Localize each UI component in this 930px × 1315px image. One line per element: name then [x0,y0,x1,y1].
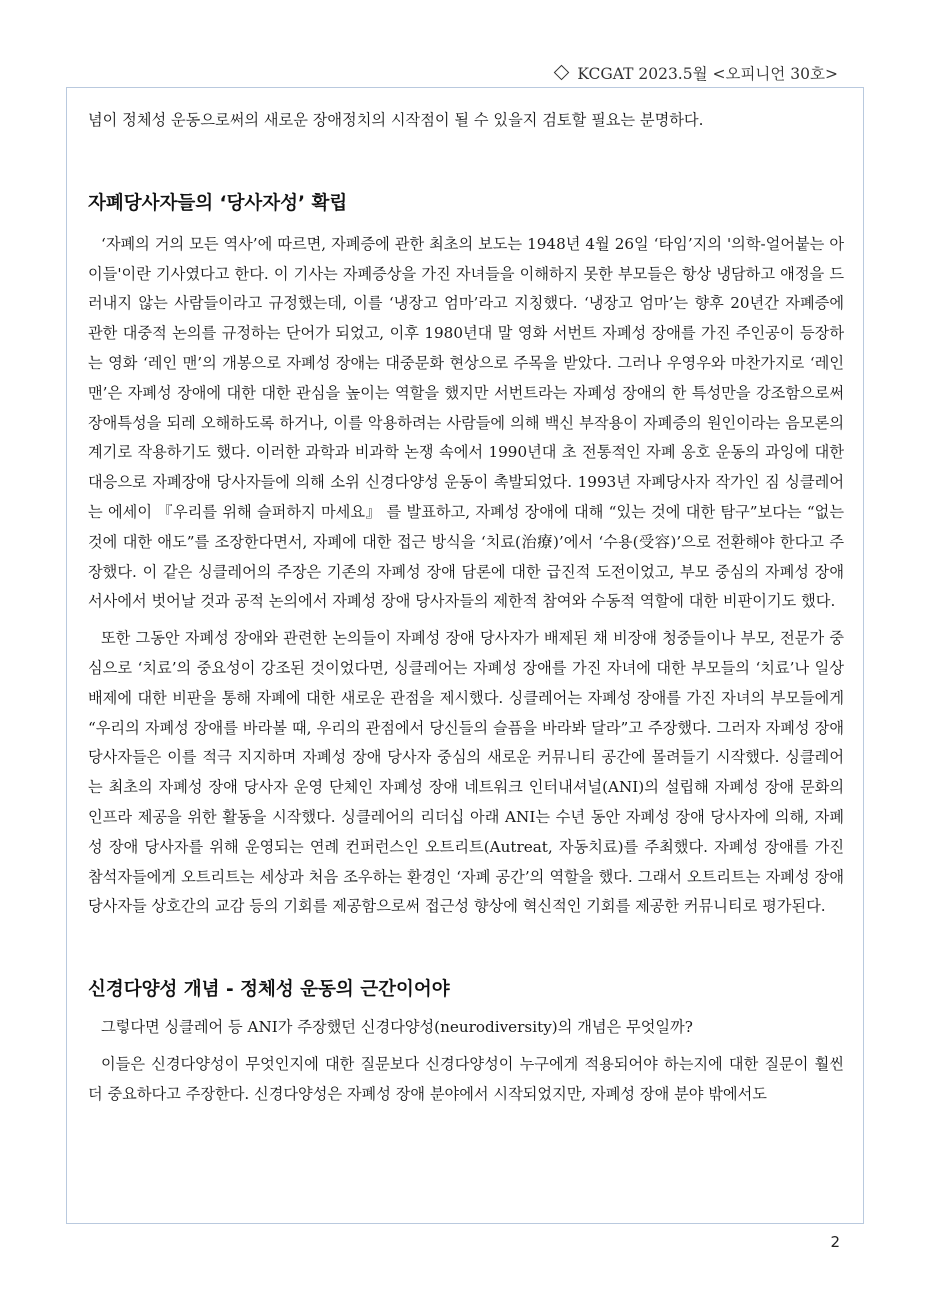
section-heading-self-advocacy: 자폐당사자들의 ‘당사자성’ 확립 [88,192,348,214]
diamond-icon [554,64,570,80]
paragraph: 또한 그동안 자폐성 장애와 관련한 논의들이 자폐성 장애 당사자가 배제된 채 비장애 청중들이나 부모, 전문가 중심으로 ‘치료’의 중요성이 강조된 것이었다면, 싱클레어는 자폐성 장애를 가진 자녀에 대한 부모들의 ‘치료’나 일상 배제에 대한 비판을 통해 자폐에 대한 새로운 관점을 제시했다. 싱클레어는 자폐성 장애를 가진 자녀의 부모들에게 “우리의 자폐성 장애를 바라볼 때, 우리의 관점에서 당신들의 슬픔을 바라봐 달라”고 주장했다. 그러자 자폐성 장애 당사자들은 이를 적극 지지하며 자폐성 장애 당사자 중심의 새로운 커뮤니티 공간에 몰려들기 시작했다. 싱클레어는 최초의 자폐성 장애 당사자 운영 단체인 자폐성 장애 네트워크 인터내셔널(ANI)의 설립해 자폐성 장애 문화의 인프라 제공을 위한 활동을 시작했다. 싱클레어의 리더십 아래 ANI는 수년 동안 자폐성 장애 당사자에 의해, 자폐성 장애 당사자를 위해 운영되는 연례 컨퍼런스인 오트리트(Autreat, 자동치료)를 주최했다. 자폐성 장애를 가진 참석자들에게 오트리트는 세상과 처음 조우하는 환경인 ‘자폐 공간’의 역할을 했다. 그래서 오트리트는 자폐성 장애 당사자들 상호간의 교감 등의 기회를 제공함으로써 접근성 향상에 혁신적인 기회를 제공한 커뮤니티로 평가된다. [88,629,844,916]
header-text: KCGAT 2023.5월 <오피니언 30호> [577,65,838,83]
page-number: 2 [830,1233,840,1251]
intro-line: 념이 정체성 운동으로써의 새로운 장애정치의 시작점이 될 수 있을지 검토할 필요는 분명하다. [88,111,704,129]
page-header [556,62,838,84]
article-body [88,106,844,1110]
paragraph: ‘자폐의 거의 모든 역사’에 따르면, 자폐증에 관한 최초의 보도는 1948년 4월 26일 ‘타임’지의 '의학-얼어붙는 아이들'이란 기사였다고 한다. 이 기사는 자폐증상을 가진 자녀들을 이해하지 못한 부모들은 항상 냉담하고 애정을 드러내지 않는 사람들이라고 규정했는데, 이를 ‘냉장고 엄마’라고 지칭했다. ‘냉장고 엄마’는 향후 20년간 자폐증에 관한 대중적 논의를 규정하는 단어가 되었고, 이후 1980년대 말 영화 서번트 자폐성 장애를 가진 주인공이 등장하는 영화 ‘레인 맨’의 개봉으로 자폐성 장애는 대중문화 현상으로 주목을 받았다. 그러나 우영우와 마찬가지로 ‘레인 맨’은 자폐성 장애에 대한 대한 관심을 높이는 역할을 했지만 서번트라는 자폐성 장애의 한 특성만을 강조함으로써 장애특성을 되레 오해하도록 하거나, 이를 악용하려는 사람들에 의해 백신 부작용이 자폐증의 원인이라는 음모론의 계기로 작용하기도 했다. 이러한 과학과 비과학 논쟁 속에서 1990년대 초 전통적인 자폐 옹호 운동의 과잉에 대한 대응으로 자폐장애 당사자들에 의해 소위 신경다양성 운동이 촉발되었다. 1993년 자폐당사자 작가인 짐 싱클레어는 에세이 『우리를 위해 슬퍼하지 마세요』 를 발표하고, 자폐성 장애에 대해 “있는 것에 대한 탐구”보다는 “없는 것에 대한 애도”를 조장한다면서, 자폐에 대한 접근 방식을 ‘치료(治療)’에서 ‘수용(受容)’으로 전환해야 한다고 주장했다. 이 같은 싱클레어의 주장은 기존의 자폐성 장애 담론에 대한 급진적 도전이었고, 부모 중심의 자폐성 장애 서사에서 벗어날 것과 공적 논의에서 자폐성 장애 당사자들의 제한적 참여와 수동적 역할에 대한 비판이기도 했다. [88,234,844,611]
paragraph: 그렇다면 싱클레어 등 ANI가 주장했던 신경다양성(neurodiversity)의 개념은 무엇일까? [101,1018,693,1037]
paragraph: 이들은 신경다양성이 무엇인지에 대한 질문보다 신경다양성이 누구에게 적용되어야 하는지에 대한 질문이 훨씬 더 중요하다고 주장한다. 신경다양성은 자폐성 장애 분야에서 시작되었지만, 자폐성 장애 분야 밖에서도 [88,1054,844,1103]
section-heading-neurodiversity: 신경다양성 개념 - 정체성 운동의 근간이어야 [88,979,450,1001]
